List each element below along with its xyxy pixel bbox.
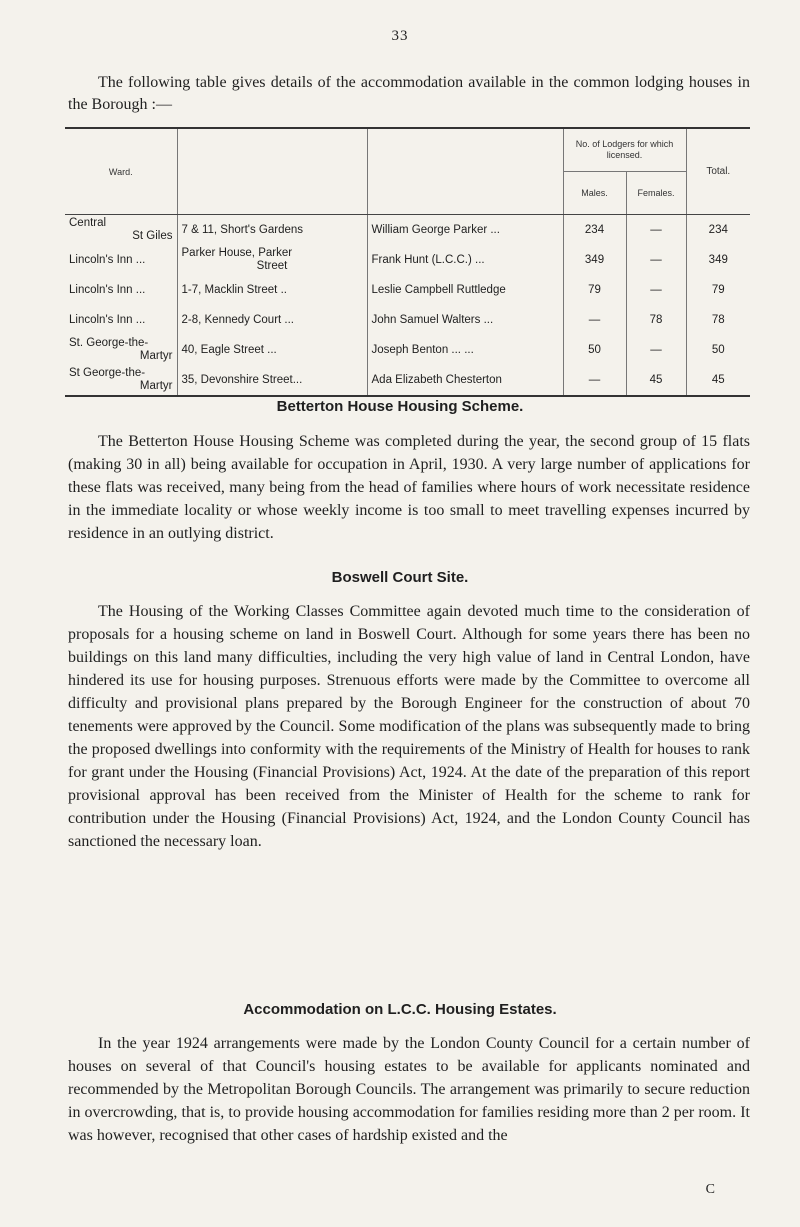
total-cell: 234 xyxy=(686,215,750,246)
ward-cell: St George-the- Martyr xyxy=(65,365,177,396)
males-header: Males. xyxy=(563,172,626,215)
females-cell: — xyxy=(626,215,686,246)
section-heading-boswell: Boswell Court Site. xyxy=(331,569,469,586)
table-row xyxy=(65,335,750,365)
address-cell: 35, Devonshire Street... xyxy=(177,365,367,396)
address-cell: 1-7, Macklin Street .. xyxy=(177,275,367,305)
total-header: Total. xyxy=(686,128,750,215)
females-cell: 45 xyxy=(626,365,686,396)
table-row xyxy=(65,305,750,335)
section-text-boswell: The Housing of the Working Classes Committee again devoted much time to the consideration of proposals for a housing scheme on land in Boswell Court. Although for some years there has been no buildings on this land many difficulties, including the very high value of land in Central London, have hindered its use for housing purposes. Strenuous efforts were made by the Committee to overcome all difficulty and provisional plans prepared by the Borough Engineer for the construction of about 70 tenements were approved by the Council. Some modification of the plans was subsequently made to bring the proposed dwellings into conformity with the requirements of the Ministry of Health for houses to rank for grant under the Housing (Financial Provisions) Act, 1924. At the date of the preparation of this report provisional approval has been received from the Minister of Health for the scheme to rank for contribution under the Housing (Financial Provisions) Act, 1924, and the London County Council has sanctioned the necessary loan. xyxy=(68,603,750,850)
lodging-houses-table xyxy=(65,127,750,397)
address-cell: 7 & 11, Short's Gardens xyxy=(177,215,367,246)
signature-mark: C xyxy=(705,1182,715,1197)
males-cell: — xyxy=(563,305,626,335)
total-cell: 50 xyxy=(686,335,750,365)
females-header: Females. xyxy=(626,172,686,215)
keeper-cell: Frank Hunt (L.C.C.) ... xyxy=(367,245,563,275)
females-cell: — xyxy=(626,245,686,275)
table-row xyxy=(65,245,750,275)
address-cell: 40, Eagle Street ... xyxy=(177,335,367,365)
males-cell: — xyxy=(563,365,626,396)
ward-cell: Lincoln's Inn ... xyxy=(69,313,146,326)
males-cell: 50 xyxy=(563,335,626,365)
keeper-cell: William George Parker ... xyxy=(367,215,563,246)
females-cell: — xyxy=(626,275,686,305)
keeper-cell: Ada Elizabeth Chesterton xyxy=(367,365,563,396)
page-number: 33 xyxy=(391,28,409,44)
keeper-cell: John Samuel Walters ... xyxy=(367,305,563,335)
total-cell: 79 xyxy=(686,275,750,305)
address-header xyxy=(177,128,367,215)
section-heading-lcc-estates: Accommodation on L.C.C. Housing Estates. xyxy=(243,1001,557,1018)
address-cell: 2-8, Kennedy Court ... xyxy=(177,305,367,335)
ward-cell: Central St Giles xyxy=(69,217,173,242)
keeper-cell: Joseph Benton ... ... xyxy=(367,335,563,365)
total-cell: 45 xyxy=(686,365,750,396)
table-row xyxy=(65,365,750,396)
ward-cell: Lincoln's Inn ... xyxy=(69,253,146,266)
section-heading-betterton: Betterton House Housing Scheme. xyxy=(276,398,524,415)
females-cell: — xyxy=(626,335,686,365)
address-cell: Parker House, Parker Street xyxy=(177,245,367,275)
females-cell: 78 xyxy=(626,305,686,335)
section-text-betterton: The Betterton House Housing Scheme was completed during the year, the second group of 15 flats (making 30 in all) being available for occupation in April, 1930. A very large number of applications for these flats was received, many being from the head of families where hours of work necessitate residence in the immediate locality or whose weekly income is too small to meet travelling expenses incurred by residence in an outlying district. xyxy=(68,433,750,542)
males-cell: 79 xyxy=(563,275,626,305)
ward-cell: Lincoln's Inn ... xyxy=(69,283,146,296)
ward-cell: St. George-the- Martyr xyxy=(69,337,173,362)
table-row xyxy=(65,215,750,246)
keeper-header xyxy=(367,128,563,215)
lodgers-group-header: No. of Lodgers for which licensed. xyxy=(563,128,686,172)
males-cell: 349 xyxy=(563,245,626,275)
table-row xyxy=(65,275,750,305)
keeper-cell: Leslie Campbell Ruttledge xyxy=(367,275,563,305)
intro-paragraph: The following table gives details of the accommodation available in the common lodging houses in the Borough :— xyxy=(68,74,750,113)
total-cell: 349 xyxy=(686,245,750,275)
section-text-lcc-estates: In the year 1924 arrangements were made by the London County Council for a certain number of houses on several of that Council's housing estates to be available for applicants nominated and recommended by the Metropolitan Borough Councils. The arrangement was primarily to secure reduction in overcrowding, that is, to provide housing accommodation for families residing more than 2 per room. It was however, recognised that other cases of hardship existed and the xyxy=(68,1035,750,1144)
total-cell: 78 xyxy=(686,305,750,335)
ward-header: Ward. xyxy=(65,128,177,215)
males-cell: 234 xyxy=(563,215,626,246)
